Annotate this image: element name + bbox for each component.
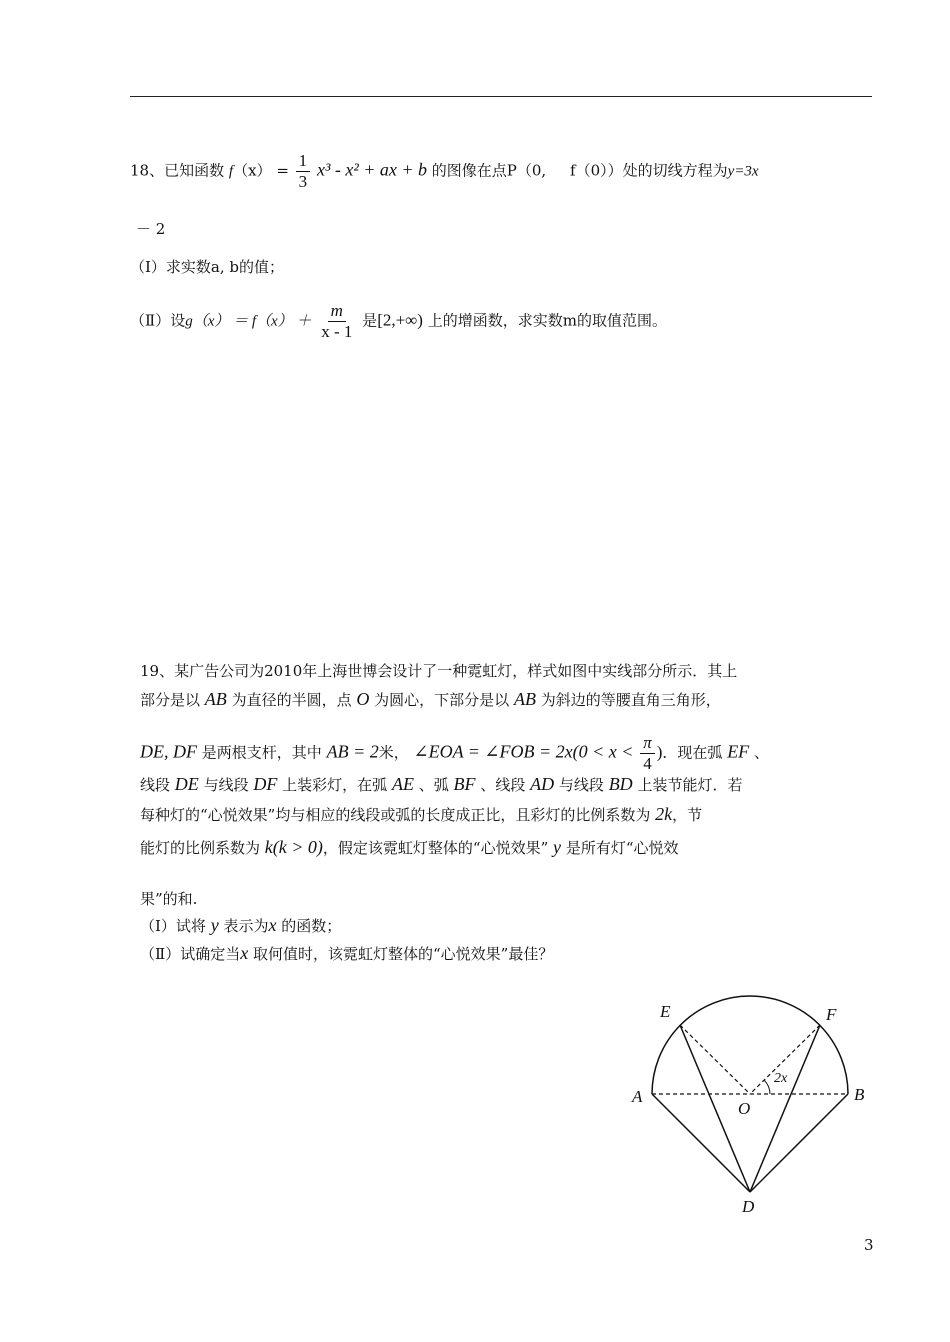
label-B: B xyxy=(854,1085,865,1104)
p19-part2: （Ⅱ）试确定当x 取何值时，该霓虹灯整体的“心悦效果”最佳？ xyxy=(140,943,554,963)
p18-line1: 18、已知函数 f（x） = $\frac{1}{3}$ x³ - x² + ax + b 的图像在点P（0, f（0））处的切线方程为y=3x xyxy=(130,151,759,191)
fraction-m-over-x-minus-1: $\frac{m}{x - 1}$ xyxy=(321,301,353,341)
fraction-pi-over-4: $\frac{\pi}{4}$ xyxy=(640,734,655,773)
p19-line7: 果”的和. xyxy=(140,890,198,908)
fraction-one-third: $\frac{1}{3}$ xyxy=(296,152,311,191)
function-expression: x³ - x² + ax + b xyxy=(316,159,428,180)
segment-DF xyxy=(750,1025,820,1192)
label-angle-2x: 2x xyxy=(774,1071,788,1086)
neon-light-figure xyxy=(620,990,880,1220)
p19-line5: 每种灯的“心悦效果”均与相应的线段或弧的长度成正比，且彩灯的比例系数为 2k，节 xyxy=(140,804,703,824)
label-F: F xyxy=(826,1005,837,1024)
p19-line3: DE, DF 是两根支杆，其中 AB = 2米， ∠EOA = ∠FOB = 2x(0 < x < $\frac{\pi}{4}$ )．现在弧 EF 、 xyxy=(140,733,769,773)
p18-line2: － 2 xyxy=(136,220,166,238)
angle-mark xyxy=(764,1080,770,1094)
semicircle-arc xyxy=(652,996,848,1094)
p18-part1: （Ⅰ）求实数a, b的值； xyxy=(130,258,285,276)
label-D: D xyxy=(742,1197,755,1216)
p19-line1: 19、某广告公司为2010年上海世博会设计了一种霓虹灯，样式如图中实线部分所示．其上 xyxy=(140,662,738,680)
radius-OE xyxy=(680,1025,750,1094)
p19-line6: 能灯的比例系数为 k(k > 0)，假定该霓虹灯整体的“心悦效果” y 是所有灯“心悦效 xyxy=(140,837,679,857)
p18-part2: （Ⅱ）设g（x） ＝ f（x） ＋ $\frac{m}{x - 1}$ 是[2,+∞) 上的增函数，求实数m的取值范围。 xyxy=(130,301,667,341)
p19-line4: 线段 DE 与线段 DF 上装彩灯，在弧 AE 、弧 BF 、线段 AD 与线段 BD 上装节能灯．若 xyxy=(140,774,743,794)
page-number: 3 xyxy=(864,1236,874,1254)
p19-line2: 部分是以 AB 为直径的半圆，点 O 为圆心，下部分是以 AB 为斜边的等腰直角三角形， xyxy=(140,689,721,709)
p18-number: 18、 xyxy=(130,161,165,180)
label-A: A xyxy=(632,1087,643,1106)
segment-BD xyxy=(750,1094,848,1192)
header-rule xyxy=(130,96,872,97)
p19-part1: （Ⅰ）试将 y 表示为x 的函数； xyxy=(140,915,342,935)
segment-AD xyxy=(652,1094,750,1192)
label-E: E xyxy=(660,1002,671,1021)
label-O: O xyxy=(738,1099,751,1118)
